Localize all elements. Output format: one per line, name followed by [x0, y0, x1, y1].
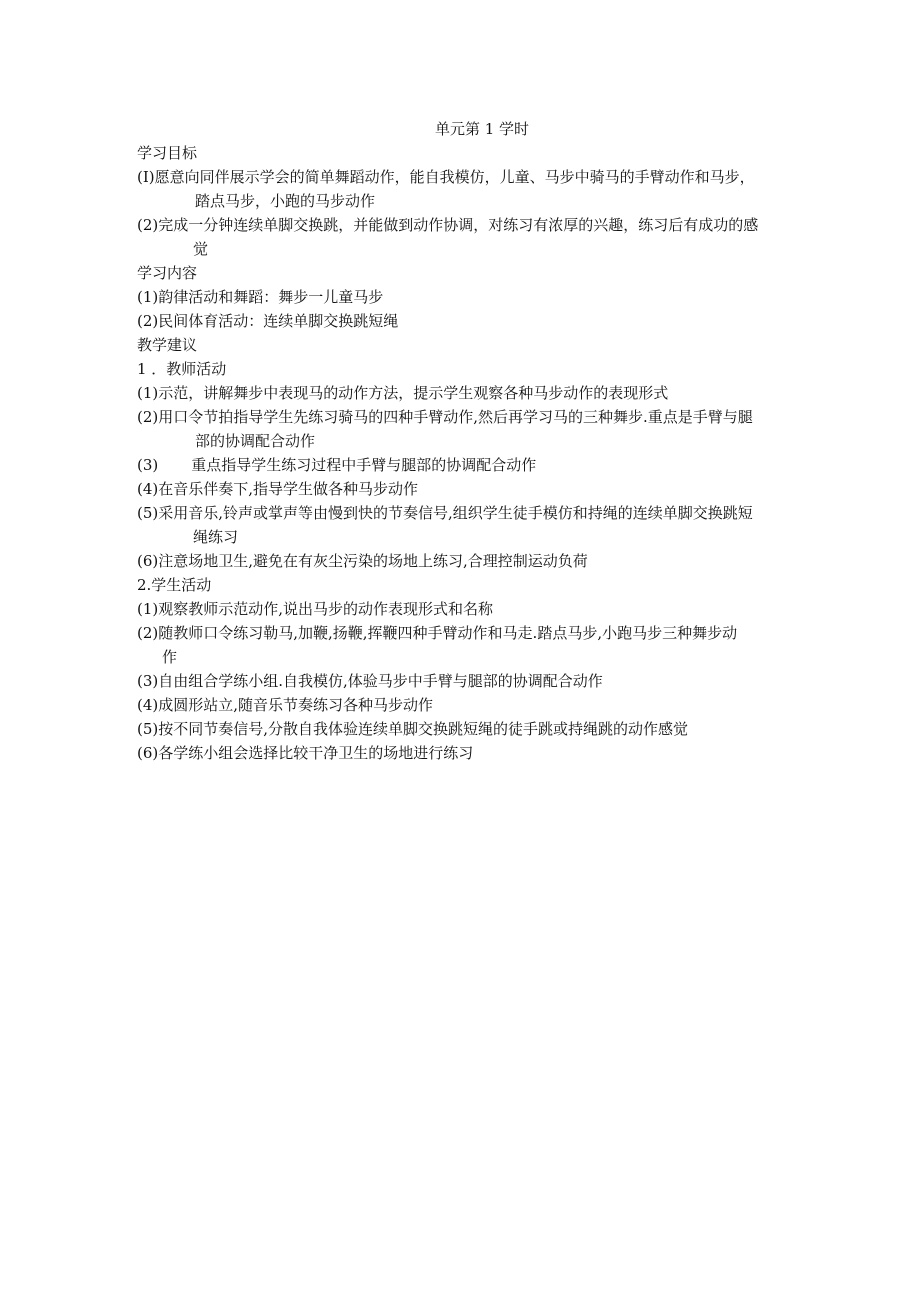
suggestions-heading: 教学建议: [137, 336, 198, 354]
objective-number: (2): [137, 216, 159, 234]
student-item-3: [137, 669, 797, 693]
student-item-number: (2): [137, 624, 159, 642]
student-item-number: (1): [137, 600, 159, 618]
student-item-text: 各学练小组会选择比较干净卫生的场地进行练习: [158, 744, 474, 762]
student-item-text: 随教师口令练习勒马,加鞭,扬鞭,挥鞭四种手臂动作和马走.踏点马步,小跑马步三种舞步动: [158, 624, 738, 642]
teacher-activity-heading: 1 ．教师活动: [137, 360, 227, 378]
student-item-text: 成圆形站立,随音乐节奏练习各种马步动作: [158, 696, 434, 714]
page-title: 单元第 1 学时: [434, 120, 530, 138]
student-item-1: [137, 597, 797, 621]
content-item-2: [137, 309, 797, 333]
teacher-item-1: [137, 381, 797, 405]
student-item-5: [137, 717, 797, 741]
teacher-item-text: 注意场地卫生,避免在有灰尘污染的场地上练习,合理控制运动负荷: [158, 552, 588, 570]
objective-item-2-continuation: 觉: [193, 240, 209, 258]
teacher-item-number: (3): [137, 456, 159, 474]
teacher-item-5: [137, 501, 797, 525]
student-item-4: [137, 693, 797, 717]
teacher-item-text: 示范，讲解舞步中表现马的动作方法，提示学生观察各种马步动作的表现形式: [158, 384, 669, 402]
teacher-item-number: (6): [137, 552, 159, 570]
content-text: 民间体育活动：连续单脚交换跳短绳: [158, 312, 399, 330]
teacher-item-6: [137, 549, 797, 573]
teacher-item-number: (1): [137, 384, 159, 402]
teacher-item-number: (5): [137, 504, 159, 522]
student-item-number: (4): [137, 696, 159, 714]
student-item-2-continuation: 作: [162, 648, 178, 666]
teacher-item-number: (2): [137, 408, 159, 426]
document-page: [137, 117, 797, 765]
student-item-number: (5): [137, 720, 159, 738]
objective-item-1-continuation: 踏点马步，小跑的马步动作: [195, 192, 376, 210]
teacher-item-4: [137, 477, 797, 501]
teacher-item-number: (4): [137, 480, 159, 498]
teacher-item-text: 在音乐伴奏下,指导学生做各种马步动作: [158, 480, 419, 498]
teacher-item-text: 用口令节拍指导学生先练习骑马的四种手臂动作,然后再学习马的三种舞步.重点是手臂与腿: [158, 408, 753, 426]
teacher-item-5-continuation: 绳练习: [193, 528, 239, 546]
teacher-item-2-continuation: 部的协调配合动作: [195, 432, 316, 450]
teacher-item-text: 重点指导学生练习过程中手臂与腿部的协调配合动作: [191, 456, 537, 474]
content-text: 韵律活动和舞蹈：舞步一儿童马步: [158, 288, 384, 306]
student-item-6: [137, 741, 797, 765]
student-item-text: 按不同节奏信号,分散自我体验连续单脚交换跳短绳的徒手跳或持绳跳的动作感觉: [158, 720, 689, 738]
content-number: (2): [137, 312, 159, 330]
student-activity-heading: 2.学生活动: [137, 576, 212, 594]
objective-item-1: [137, 165, 797, 189]
objective-number: (I): [137, 168, 155, 186]
content-heading: 学习内容: [137, 264, 198, 282]
teacher-item-text: 采用音乐,铃声或掌声等由慢到快的节奏信号,组织学生徒手模仿和持绳的连续单脚交换跳短: [158, 504, 753, 522]
student-item-number: (3): [137, 672, 159, 690]
student-item-number: (6): [137, 744, 159, 762]
teacher-item-2: [137, 405, 797, 429]
student-item-text: 自由组合学练小组.自我模仿,体验马步中手臂与腿部的协调配合动作: [158, 672, 603, 690]
objective-text: 愿意向同伴展示学会的简单舞蹈动作，能自我模仿，儿童、马步中骑马的手臂动作和马步，: [154, 168, 755, 186]
content-number: (1): [137, 288, 159, 306]
content-item-1: [137, 285, 797, 309]
teacher-item-3: [137, 453, 797, 477]
objective-text: 完成一分钟连续单脚交换跳，并能做到动作协调，对练习有浓厚的兴趣，练习后有成功的感: [158, 216, 759, 234]
objectives-heading: 学习目标: [137, 144, 198, 162]
student-item-2: [137, 621, 797, 645]
student-item-text: 观察教师示范动作,说出马步的动作表现形式和名称: [158, 600, 494, 618]
objective-item-2: [137, 213, 797, 237]
